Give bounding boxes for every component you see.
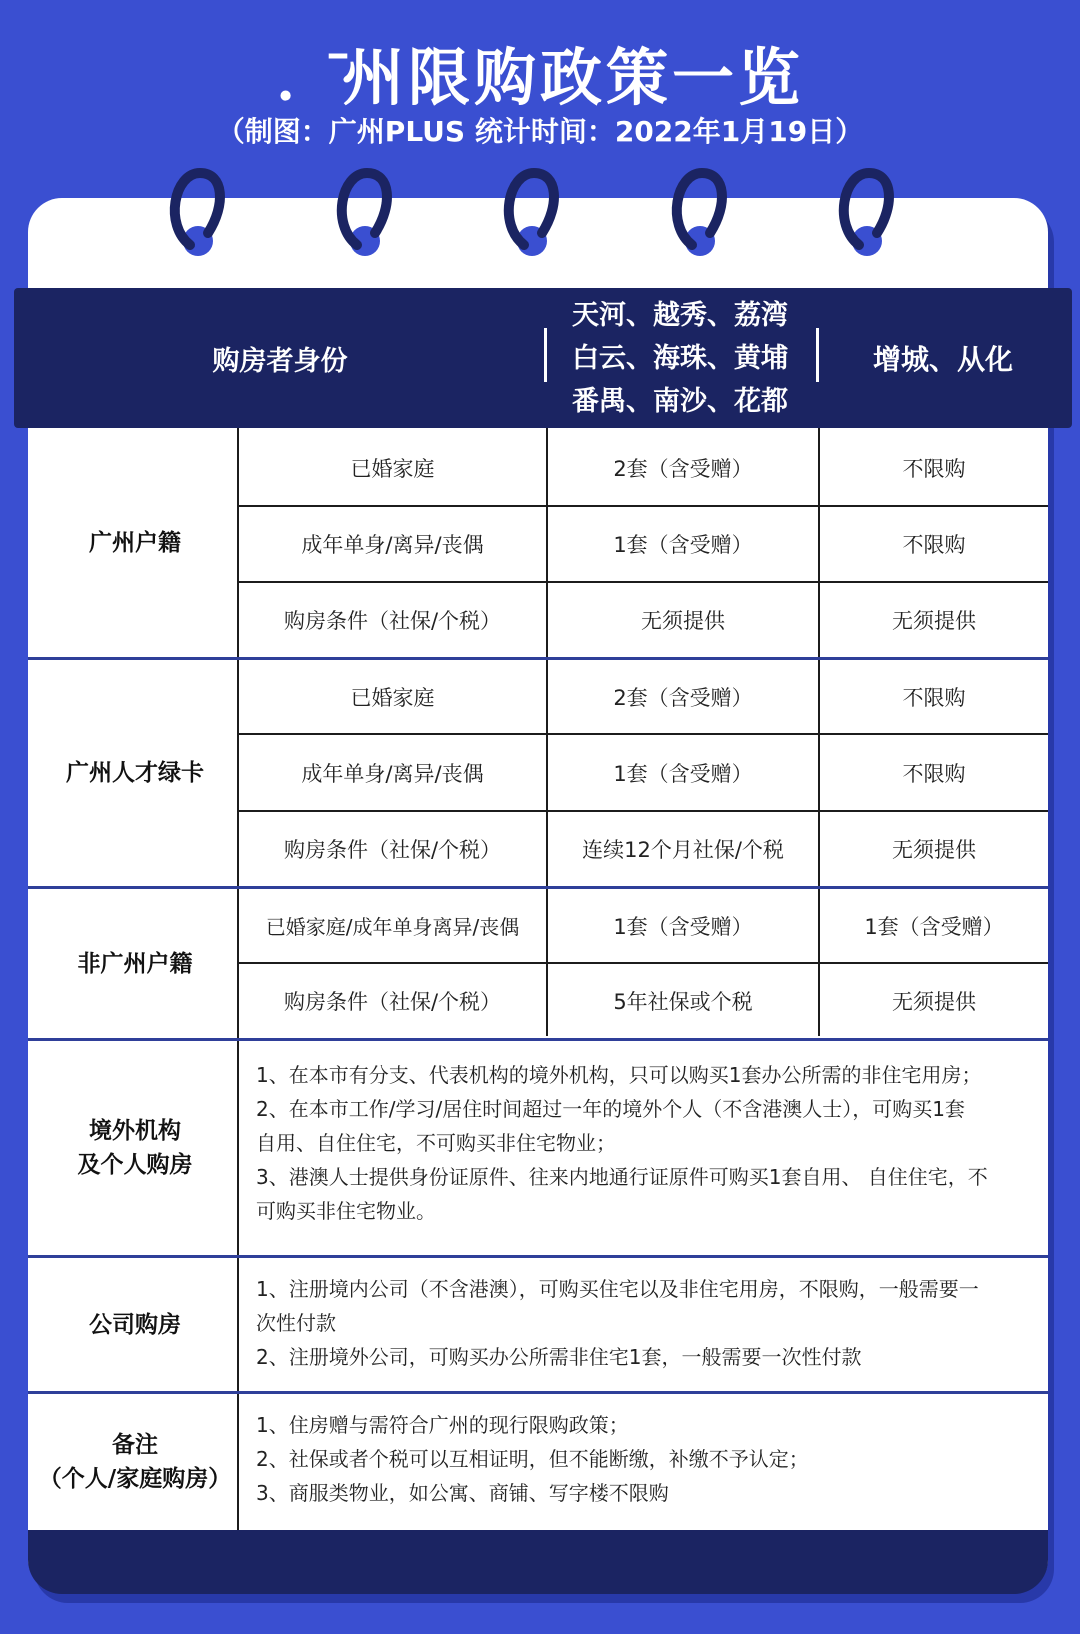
note-line: 自用、自住住宅，不可购买非住宅物业； <box>256 1131 616 1155</box>
note-line: 1、在本市有分支、代表机构的境外机构，只可以购买1套办公所需的非住宅用房； <box>256 1063 982 1087</box>
buyer-type-cell: 已婚家庭/成年单身离异/丧偶 <box>265 915 520 939</box>
core-district-cell: 1套（含受赠） <box>613 761 753 786</box>
note-line: 1、住房赠与需符合广州的现行限购政策； <box>256 1413 629 1437</box>
card-footer-band <box>28 1530 1048 1594</box>
outer-district-cell: 1套（含受赠） <box>864 914 1004 939</box>
group-label-company: 公司购房 <box>89 1311 181 1338</box>
foreign-policy-notes <box>256 1058 1034 1228</box>
header-districts-line: 天河、越秀、荔湾 <box>572 299 788 331</box>
header-outer-districts: 增城、从化 <box>872 343 1013 376</box>
note-line: 2、注册境外公司，可购买办公所需非住宅1套，一般需要一次性付款 <box>256 1345 862 1369</box>
note-line: 1、注册境内公司（不含港澳），可购买住宅以及非住宅用房，不限购，一般需要一 <box>256 1277 979 1301</box>
outer-district-cell: 不限购 <box>902 456 966 481</box>
group-label-non-gz: 非广州户籍 <box>77 950 193 977</box>
buyer-type-cell: 购房条件（社保/个税） <box>283 990 502 1014</box>
core-district-cell: 1套（含受赠） <box>613 533 753 557</box>
core-district-cell: 5年社保或个税 <box>613 990 753 1014</box>
outer-district-cell: 不限购 <box>902 761 966 786</box>
binder-ring-icon <box>168 165 230 261</box>
outer-district-cell: 无须提供 <box>892 990 976 1014</box>
header-districts-line: 番禺、南沙、花都 <box>572 385 788 417</box>
binder-ring-icon <box>335 165 397 261</box>
core-district-cell: 2套（含受赠） <box>613 685 753 710</box>
remarks-notes <box>256 1408 1034 1510</box>
company-policy-notes <box>256 1272 1034 1374</box>
page-title: ．̄州限购政策一览 <box>275 41 804 114</box>
outer-district-cell: 无须提供 <box>892 838 976 862</box>
group-label-remarks <box>33 1394 237 1530</box>
buyer-type-cell: 已婚家庭 <box>350 685 435 710</box>
buyer-type-cell: 购房条件（社保/个税） <box>283 838 502 862</box>
binder-ring-icon <box>670 165 732 261</box>
header-districts-line: 白云、海珠、黄埔 <box>572 342 788 374</box>
core-district-cell: 连续12个月社保/个税 <box>582 838 784 862</box>
header-buyer-identity: 购房者身份 <box>212 345 348 377</box>
group-label-foreign <box>33 1041 237 1255</box>
buyer-type-cell: 购房条件（社保/个税） <box>283 609 502 633</box>
binder-ring-icon <box>502 165 564 261</box>
header-core-districts <box>546 288 814 428</box>
group-label-line: 境外机构 <box>89 1118 181 1144</box>
outer-district-cell: 不限购 <box>902 533 966 557</box>
group-label-line: 及个人购房 <box>77 1152 193 1178</box>
core-district-cell: 无须提供 <box>641 609 725 633</box>
note-line: 3、港澳人士提供身份证原件、往来内地通行证原件可购买1套自用、 自住住宅，不 <box>256 1165 988 1189</box>
outer-district-cell: 不限购 <box>902 685 966 710</box>
group-label-line: （个人/家庭购房） <box>38 1466 232 1492</box>
core-district-cell: 1套（含受赠） <box>613 914 753 939</box>
table-header <box>14 288 1072 428</box>
binder-ring-icon <box>837 165 899 261</box>
buyer-type-cell: 成年单身/离异/丧偶 <box>301 533 484 557</box>
group-label-gz-talent: 广州人才绿卡 <box>66 760 204 786</box>
note-line: 次性付款 <box>256 1311 336 1335</box>
group-label-gz-hukou: 广州户籍 <box>89 529 181 556</box>
group-label-line: 备注 <box>112 1432 158 1458</box>
note-line: 可购买非住宅物业。 <box>256 1199 436 1223</box>
note-line: 3、商服类物业，如公寓、商铺、写字楼不限购 <box>256 1481 669 1505</box>
buyer-type-cell: 成年单身/离异/丧偶 <box>301 761 484 786</box>
note-line: 2、社保或者个税可以互相证明，但不能断缴，补缴不予认定； <box>256 1447 809 1471</box>
note-line: 2、在本市工作/学习/居住时间超过一年的境外个人（不含港澳人士），可购买1套 <box>256 1097 965 1121</box>
buyer-type-cell: 已婚家庭 <box>350 456 435 481</box>
core-district-cell: 2套（含受赠） <box>613 456 753 481</box>
page-subtitle: （制图：广州PLUS 统计时间：2022年1月19日） <box>216 115 864 148</box>
outer-district-cell: 无须提供 <box>892 609 976 633</box>
